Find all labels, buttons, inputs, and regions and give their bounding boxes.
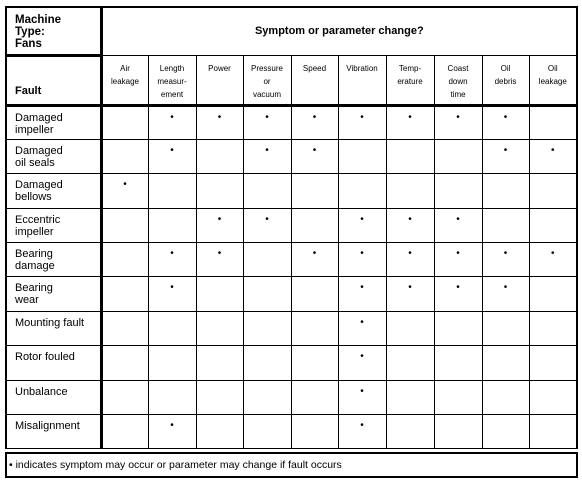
column-header-line: erature (397, 76, 423, 86)
symptom-cell (482, 277, 529, 311)
symptom-cell (196, 139, 243, 173)
matrix-table (5, 6, 578, 449)
symptom-cell (148, 174, 196, 208)
fault-header: Fault (15, 84, 42, 97)
symptom-bullet: • (503, 144, 508, 156)
symptom-cell (482, 346, 529, 380)
symptom-bullet: • (217, 213, 222, 225)
column-header (529, 55, 577, 105)
symptom-cell (482, 243, 529, 277)
symptom-cell (196, 380, 243, 414)
symptom-cell (243, 415, 291, 449)
symptom-bullet: • (408, 282, 412, 294)
column-header-line: measur- (157, 76, 187, 86)
fault-header-cell (6, 55, 101, 105)
symptom-cell (338, 346, 386, 380)
symptom-cell (148, 311, 196, 345)
symptom-cell (338, 174, 386, 208)
symptom-cell (196, 243, 243, 277)
symptom-bullet: • (551, 144, 555, 156)
symptom-cell (148, 105, 196, 139)
column-header-line: leakage (110, 76, 140, 86)
title-row (6, 7, 577, 55)
symptom-cell (196, 105, 243, 139)
symptom-cell (482, 380, 529, 414)
symptom-bullet: • (456, 213, 460, 225)
fault-row (6, 415, 577, 449)
symptom-cell (101, 277, 148, 311)
symptom-bullet: • (503, 248, 508, 260)
symptom-bullet: • (456, 248, 460, 260)
column-header-line: or (263, 76, 271, 86)
symptom-cell (529, 243, 577, 277)
symptom-cell (291, 415, 338, 449)
symptom-cell (196, 311, 243, 345)
column-header (482, 55, 529, 105)
symptom-cell (338, 139, 386, 173)
symptom-cell (338, 243, 386, 277)
symptom-cell (148, 208, 196, 242)
symptom-bullet: • (170, 144, 174, 156)
fault-name-line: Misalignment (15, 420, 80, 433)
fault-name-line: Damaged (15, 111, 63, 124)
fault-row (6, 243, 577, 277)
symptom-cell (529, 174, 577, 208)
symptom-cell (482, 415, 529, 449)
symptom-cell (291, 139, 338, 173)
fault-name-cell (6, 105, 101, 139)
fault-name-cell (6, 243, 101, 277)
symptom-cell (386, 277, 434, 311)
symptom-title: Symptom or parameter change? (254, 25, 424, 38)
column-header-row (6, 55, 577, 105)
symptom-bullet: • (456, 111, 460, 123)
column-header-line: Temp- (398, 63, 422, 73)
symptom-cell (434, 243, 482, 277)
column-header (101, 55, 148, 105)
column-header-line: Power (208, 63, 231, 73)
fault-name-cell (6, 415, 101, 449)
symptom-bullet: • (217, 248, 222, 260)
symptom-cell (482, 105, 529, 139)
fault-name-line: Rotor fouled (15, 351, 75, 364)
symptom-bullet: • (408, 111, 412, 123)
symptom-bullet: • (551, 248, 555, 260)
fault-name-line: bellows (15, 191, 52, 204)
symptom-title-cell (101, 7, 577, 55)
symptom-cell (196, 346, 243, 380)
symptom-cell (148, 415, 196, 449)
symptom-cell (529, 208, 577, 242)
column-header-line: Speed (302, 63, 327, 73)
symptom-cell (338, 311, 386, 345)
machine-type-cell (6, 7, 101, 55)
symptom-bullet: • (312, 111, 317, 123)
symptom-cell (434, 105, 482, 139)
legend-text: • indicates symptom may occur or parameter may change if fault occurs (9, 459, 342, 471)
symptom-cell (386, 380, 434, 414)
symptom-bullet: • (408, 213, 412, 225)
fault-row (6, 380, 577, 414)
fault-row (6, 208, 577, 242)
symptom-cell (529, 380, 577, 414)
fault-name-cell (6, 174, 101, 208)
symptom-cell (434, 277, 482, 311)
symptom-bullet: • (312, 144, 317, 156)
symptom-cell (196, 415, 243, 449)
fault-name-line: impeller (15, 225, 54, 238)
symptom-cell (243, 105, 291, 139)
symptom-bullet: • (170, 420, 174, 432)
fault-row (6, 346, 577, 380)
column-header-line: Coast (447, 63, 469, 73)
machine-label-line3: Fans (15, 38, 42, 50)
fault-name-line: Mounting fault (15, 316, 85, 329)
symptom-cell (386, 415, 434, 449)
symptom-cell (434, 174, 482, 208)
symptom-cell (338, 208, 386, 242)
symptom-cell (243, 208, 291, 242)
symptom-bullet: • (360, 111, 364, 123)
symptom-bullet: • (503, 282, 508, 294)
column-header (291, 55, 338, 105)
symptom-bullet: • (265, 111, 269, 123)
fault-name-cell (6, 380, 101, 414)
column-header-line: vacuum (252, 89, 281, 99)
symptom-cell (529, 105, 577, 139)
symptom-bullet: • (456, 282, 460, 294)
fault-name-cell (6, 277, 101, 311)
column-header-line: Pressure (250, 63, 283, 73)
column-header (196, 55, 243, 105)
column-header-line: Oil (547, 63, 558, 73)
symptom-cell (434, 415, 482, 449)
symptom-cell (434, 346, 482, 380)
symptom-cell (196, 174, 243, 208)
symptom-cell (101, 105, 148, 139)
symptom-cell (291, 311, 338, 345)
symptom-cell (196, 208, 243, 242)
symptom-cell (482, 311, 529, 345)
column-header (338, 55, 386, 105)
symptom-bullet: • (170, 111, 174, 123)
column-header-line: Vibration (346, 63, 378, 73)
symptom-bullet: • (503, 111, 508, 123)
symptom-cell (101, 380, 148, 414)
symptom-bullet: • (123, 179, 127, 191)
symptom-cell (243, 139, 291, 173)
symptom-cell (101, 174, 148, 208)
symptom-cell (243, 174, 291, 208)
symptom-cell (529, 415, 577, 449)
symptom-bullet: • (312, 248, 317, 260)
fault-name-line: Damaged (15, 144, 63, 157)
symptom-cell (529, 346, 577, 380)
symptom-cell (243, 311, 291, 345)
fault-row (6, 311, 577, 345)
symptom-bullet: • (265, 213, 269, 225)
legend (5, 452, 578, 478)
symptom-cell (434, 139, 482, 173)
symptom-cell (291, 208, 338, 242)
fault-name-cell (6, 346, 101, 380)
fault-name-cell (6, 139, 101, 173)
symptom-cell (148, 139, 196, 173)
fault-row (6, 139, 577, 173)
column-header-line: leakage (538, 76, 567, 86)
symptom-cell (148, 346, 196, 380)
symptom-cell (482, 174, 529, 208)
fault-row (6, 277, 577, 311)
symptom-cell (434, 208, 482, 242)
column-header (148, 55, 196, 105)
column-header-line: Oil (500, 63, 511, 73)
symptom-bullet: • (170, 248, 174, 260)
symptom-bullet: • (360, 420, 364, 432)
fault-name-line: Bearing (15, 248, 53, 261)
symptom-bullet: • (217, 111, 222, 123)
symptom-cell (243, 277, 291, 311)
symptom-cell (101, 311, 148, 345)
symptom-bullet: • (360, 316, 364, 328)
symptom-cell (386, 311, 434, 345)
symptom-cell (101, 346, 148, 380)
fault-name-line: Bearing (15, 282, 53, 295)
fault-name-cell (6, 311, 101, 345)
symptom-cell (291, 174, 338, 208)
symptom-cell (386, 208, 434, 242)
symptom-bullet: • (360, 248, 364, 260)
symptom-cell (101, 208, 148, 242)
fault-name-line: Eccentric (15, 213, 61, 226)
column-header-line: time (450, 89, 466, 99)
fault-name-line: Damaged (15, 179, 63, 192)
column-header-line: debris (494, 76, 517, 86)
symptom-cell (243, 346, 291, 380)
fault-name-line: impeller (15, 123, 54, 136)
fault-row (6, 174, 577, 208)
fault-name-line: oil seals (15, 156, 55, 169)
symptom-cell (291, 380, 338, 414)
symptom-bullet: • (360, 385, 364, 397)
column-header (243, 55, 291, 105)
machine-label-line1: Machine (15, 14, 62, 26)
symptom-cell (386, 174, 434, 208)
fault-row (6, 105, 577, 139)
symptom-cell (243, 243, 291, 277)
symptom-cell (338, 380, 386, 414)
fault-name-line: Unbalance (15, 385, 68, 398)
symptom-cell (338, 105, 386, 139)
symptom-cell (148, 277, 196, 311)
symptom-cell (101, 139, 148, 173)
column-header (434, 55, 482, 105)
symptom-bullet: • (265, 144, 269, 156)
symptom-cell (338, 277, 386, 311)
symptom-cell (338, 415, 386, 449)
symptom-cell (386, 346, 434, 380)
symptom-cell (291, 105, 338, 139)
symptom-cell (243, 380, 291, 414)
symptom-cell (291, 277, 338, 311)
column-header-line: Air (120, 63, 130, 73)
symptom-cell (529, 139, 577, 173)
symptom-cell (529, 311, 577, 345)
column-header-line: down (448, 76, 468, 86)
symptom-cell (291, 346, 338, 380)
fault-name-line: damage (15, 260, 55, 273)
symptom-cell (482, 139, 529, 173)
symptom-cell (101, 243, 148, 277)
symptom-cell (386, 243, 434, 277)
column-header (386, 55, 434, 105)
machine-label-line2: Type: (15, 26, 45, 38)
symptom-cell (482, 208, 529, 242)
symptom-cell (386, 139, 434, 173)
symptom-cell (101, 415, 148, 449)
symptom-cell (148, 380, 196, 414)
symptom-cell (434, 311, 482, 345)
symptom-bullet: • (360, 213, 364, 225)
symptom-bullet: • (408, 248, 412, 260)
symptom-cell (434, 380, 482, 414)
symptom-bullet: • (360, 351, 364, 363)
symptom-cell (196, 277, 243, 311)
symptom-cell (529, 277, 577, 311)
column-header-line: Length (159, 63, 185, 73)
column-header-line: ement (160, 89, 184, 99)
fault-name-cell (6, 208, 101, 242)
symptom-bullet: • (170, 282, 174, 294)
fault-name-line: wear (15, 294, 39, 307)
symptom-cell (291, 243, 338, 277)
symptom-cell (386, 105, 434, 139)
symptom-bullet: • (360, 282, 364, 294)
fault-symptom-matrix (5, 6, 576, 478)
symptom-cell (148, 243, 196, 277)
